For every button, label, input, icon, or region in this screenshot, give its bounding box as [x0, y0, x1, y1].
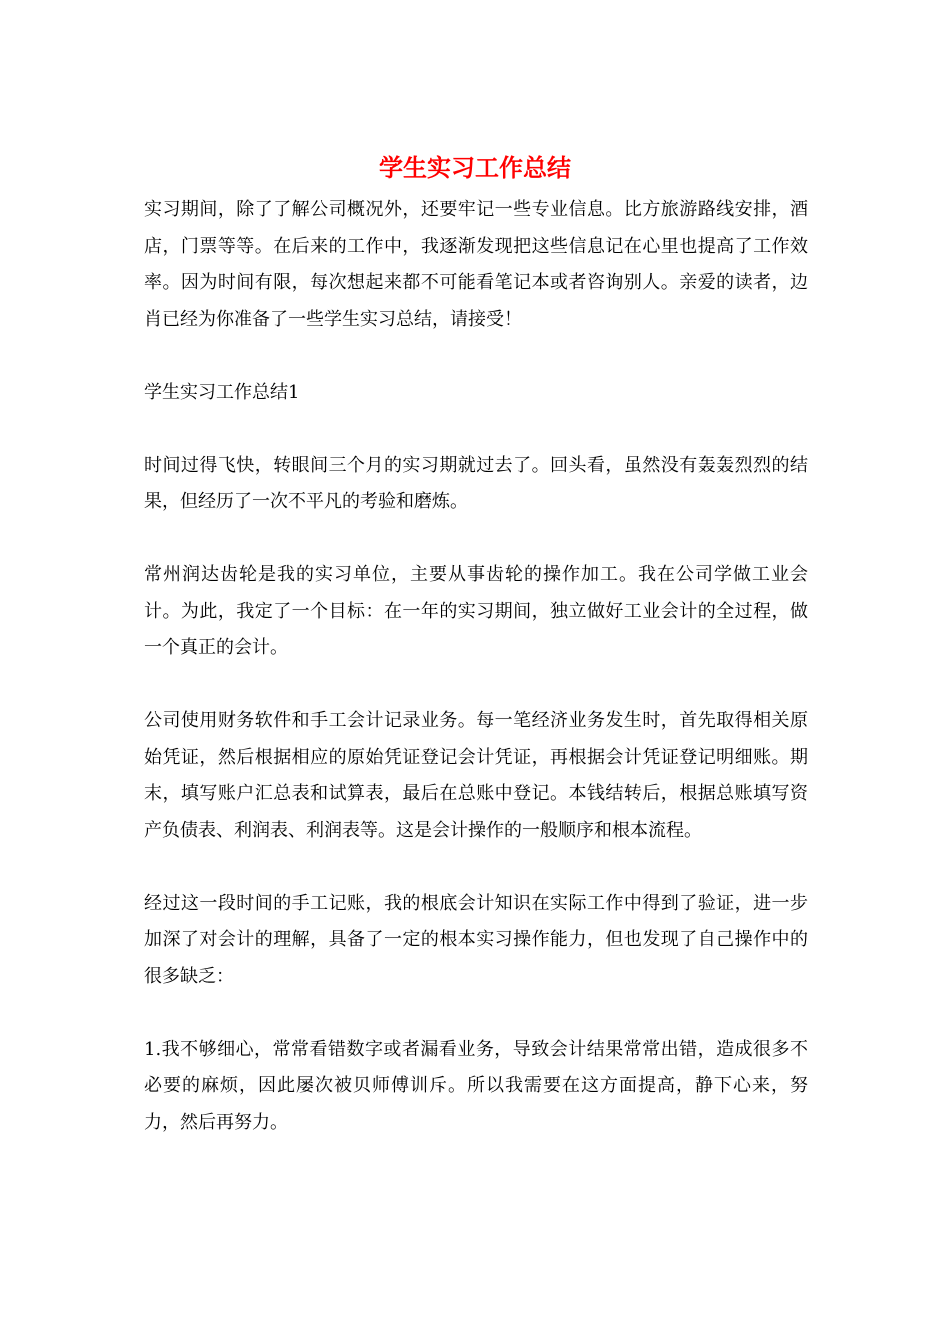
section-heading: 学生实习工作总结1 — [144, 381, 300, 403]
list-item: 1.我不够细心，常常看错数字或者漏看业务，导致会计结果常常出错，造成很多不必要的麻烦，因此屡次被贝师傅训斥。所以我需要在这方面提高，静下心来，努力，然后再努力。 — [144, 1038, 808, 1133]
paragraph: 常州润达齿轮是我的实习单位，主要从事齿轮的操作加工。我在公司学做工业会计。为此，我定了一个目标：在一年的实习期间，独立做好工业会计的全过程，做一个真正的会计。 — [144, 564, 808, 658]
document-body — [144, 192, 808, 1178]
paragraph: 时间过得飞快，转眼间三个月的实习期就过去了。回头看，虽然没有轰轰烈烈的结果，但经历了一次不平凡的考验和磨炼。 — [144, 454, 808, 512]
document-title: 学生实习工作总结 — [379, 153, 571, 182]
paragraph: 经过这一段时间的手工记账，我的根底会计知识在实际工作中得到了验证，进一步加深了对会计的理解，具备了一定的根本实习操作能力，但也发现了自己操作中的很多缺乏： — [144, 892, 808, 987]
paragraph-intro: 实习期间，除了了解公司概况外，还要牢记一些专业信息。比方旅游路线安排，酒店，门票等等。在后来的工作中，我逐渐发现把这些信息记在心里也提高了工作效率。因为时间有限，每次想起来都不可能看笔记本或者咨询别人。亲爱的读者，边肖已经为你准备了一些学生实习总结，请接受！ — [144, 199, 808, 330]
paragraph: 公司使用财务软件和手工会计记录业务。每一笔经济业务发生时，首先取得相关原始凭证，然后根据相应的原始凭证登记会计凭证，再根据会计凭证登记明细账。期末，填写账户汇总表和试算表，最后在总账中登记。本钱结转后，根据总账填写资产负债表、利润表、利润表等。这是会计操作的一般顺序和根本流程。 — [144, 710, 808, 841]
